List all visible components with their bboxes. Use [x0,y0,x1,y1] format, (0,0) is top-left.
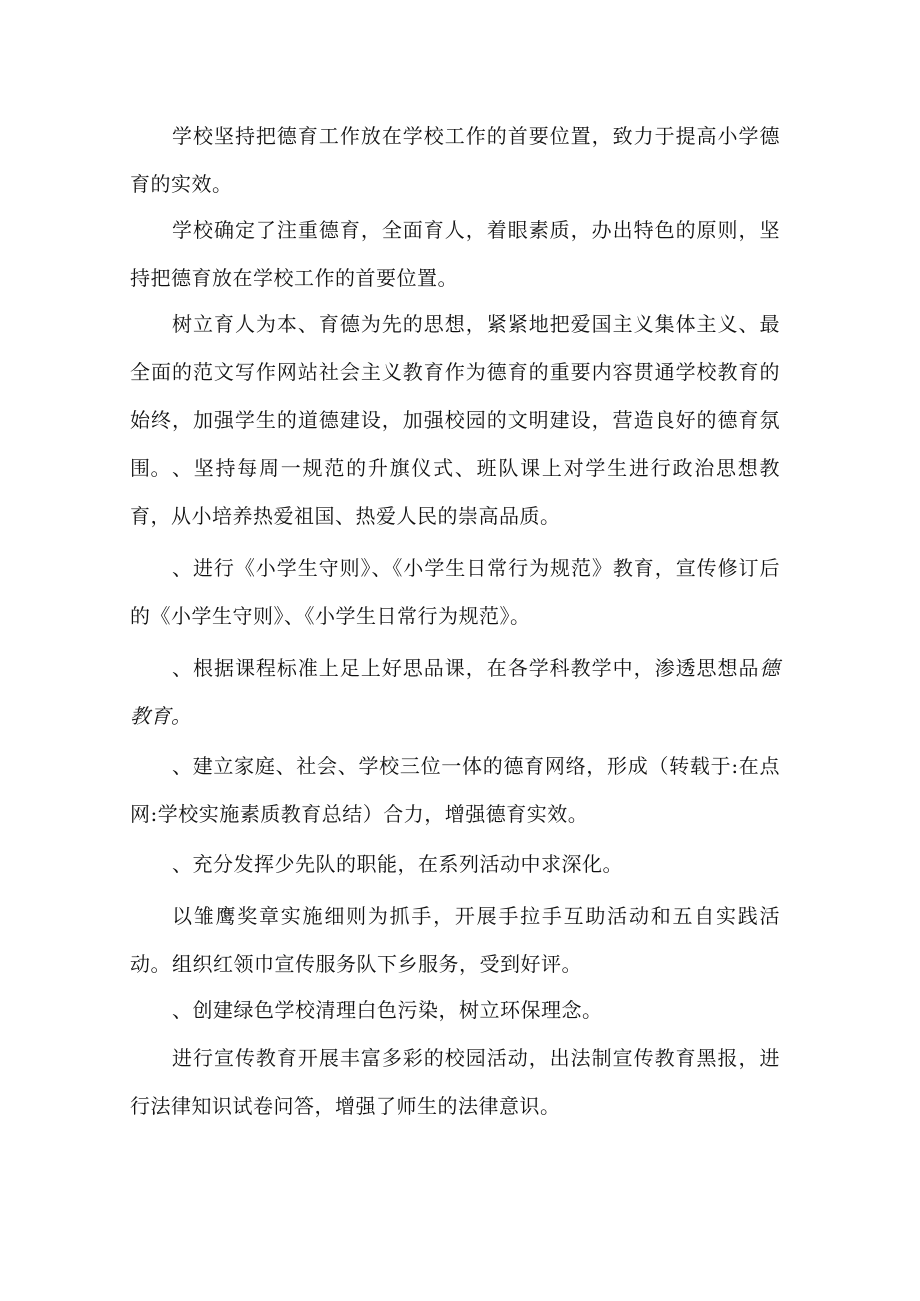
paragraph-6 [130,644,780,740]
paragraph-6-italic-tail: 德教育。 [130,656,780,728]
paragraph-3: 树立育人为本、育德为先的思想，紧紧地把爱国主义集体主义、最全面的范文写作网站社会主义教育作为德育的重要内容贯通学校教育的始终，加强学生的道德建设，加强校园的文明建设，营造良好的德育氛围。 [130,312,780,480]
paragraph-6-text: 、根据课程标准上足上好思品课，在各学科教学中，渗透思想品 [172,656,760,680]
paragraph-2: 学校确定了注重德育，全面育人，着眼素质，办出特色的原则，坚持把德育放在学校工作的首要位置。 [130,218,780,290]
paragraph-8: 、充分发挥少先队的职能，在系列活动中求深化。 [172,852,623,876]
paragraph-9: 以雏鹰奖章实施细则为抓手，开展手拉手互助活动和五自实践活动。 [130,904,780,976]
paragraph-11: 、创建绿色学校清理白色污染，树立环保理念。 [172,998,603,1022]
paragraph-4: 、坚持每周一规范的升旗仪式、班队课上对学生进行政治思想教育，从小培养热爱祖国、热爱人民的崇高品质。 [130,456,780,528]
paragraph-12: 进行宣传教育开展丰富多彩的校园活动，出法制宣传教育黑报，进行法律知识试卷问答，增强了师生的法律意识。 [130,1046,780,1118]
paragraph-1: 学校坚持把德育工作放在学校工作的首要位置，致力于提高小学德育的实效。 [130,124,780,196]
paragraph-7: 、建立家庭、社会、学校三位一体的德育网络，形成（转载于:在点网:学校实施素质教育总结）合力，增强德育实效。 [130,754,780,826]
paragraph-5: 、进行《小学生守则》、《小学生日常行为规范》教育，宣传修订后的《小学生守则》、《小学生日常行为规范》。 [130,556,780,628]
paragraph-10: 组织红领巾宣传服务队下乡服务，受到好评。 [172,952,582,976]
